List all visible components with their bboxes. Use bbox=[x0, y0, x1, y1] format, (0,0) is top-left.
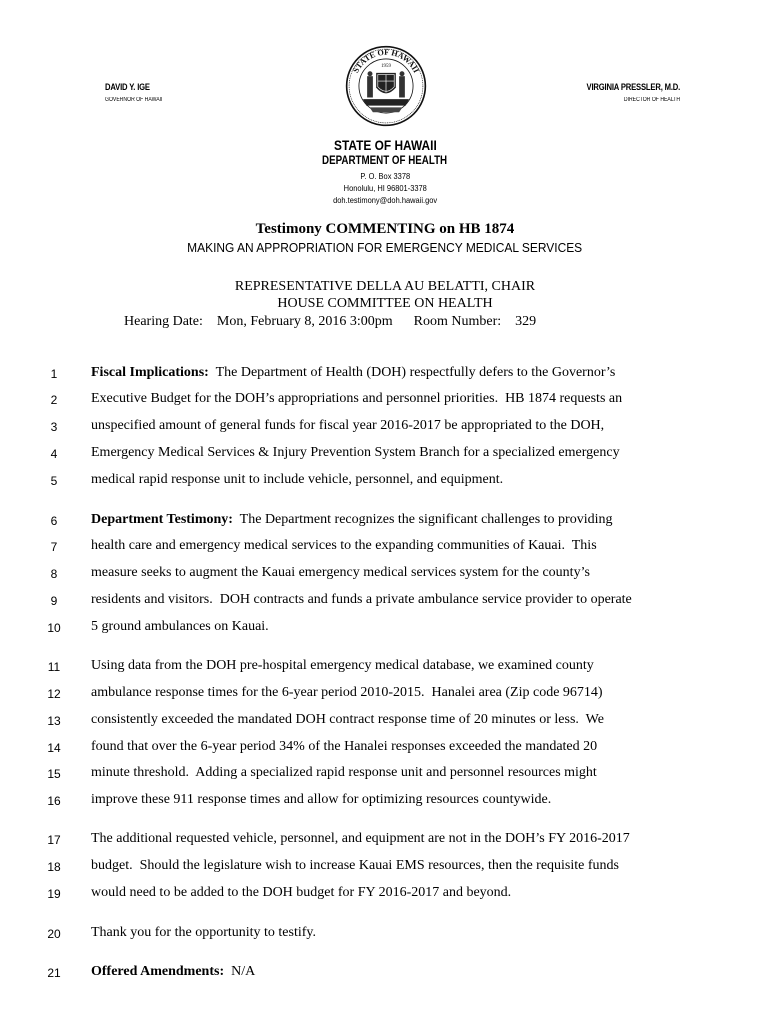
committee-chair: REPRESENTATIVE DELLA AU BELATTI, CHAIR bbox=[234, 279, 536, 294]
line-number: 12 bbox=[47, 687, 61, 701]
line-content: consistently exceeded the mandated DOH contract response time of 20 minutes or less. We bbox=[91, 712, 604, 727]
line-number: 7 bbox=[50, 540, 58, 554]
line-content: The Department of Health (DOH) respectfully defers to the Governor’s bbox=[208, 365, 616, 380]
governor-name: DAVID Y. IGE bbox=[105, 82, 150, 92]
testimony-subtitle: MAKING AN APPROPRIATION FOR EMERGENCY MEDICAL SERVICES bbox=[187, 240, 583, 255]
line-number: 16 bbox=[47, 794, 61, 808]
line-number: 13 bbox=[47, 714, 61, 728]
numbered-line bbox=[0, 511, 770, 531]
numbered-line bbox=[0, 857, 770, 877]
line-text bbox=[91, 831, 630, 847]
state-heading: STATE OF HAWAII bbox=[333, 137, 437, 153]
line-text bbox=[91, 739, 597, 755]
line-text bbox=[91, 538, 597, 554]
line-content: Executive Budget for the DOH’s appropriations and personnel priorities. HB 1874 requests an bbox=[91, 391, 623, 406]
line-number: 10 bbox=[47, 621, 61, 635]
line-number: 17 bbox=[47, 833, 61, 847]
director-title: DIRECTOR OF HEALTH bbox=[623, 97, 680, 103]
line-content: medical rapid response unit to include vehicle, personnel, and equipment. bbox=[91, 472, 504, 487]
department-heading: DEPARTMENT OF HEALTH bbox=[322, 155, 448, 167]
committee-block bbox=[0, 278, 770, 312]
numbered-line bbox=[0, 364, 770, 384]
numbered-line bbox=[0, 537, 770, 557]
line-number: 3 bbox=[50, 420, 58, 434]
line-content: N/A bbox=[224, 964, 256, 979]
line-number: 4 bbox=[50, 447, 58, 461]
line-text bbox=[91, 592, 632, 608]
line-content: residents and visitors. DOH contracts and funds a private ambulance service provider to operate bbox=[91, 592, 632, 607]
numbered-line bbox=[0, 444, 770, 464]
address-line-2: Honolulu, HI 96801-3378 bbox=[343, 183, 427, 193]
line-text bbox=[91, 445, 620, 461]
line-number: 18 bbox=[47, 860, 61, 874]
line-content: Using data from the DOH pre-hospital emergency medical database, we examined county bbox=[91, 658, 594, 673]
line-text bbox=[91, 885, 511, 901]
line-number: 15 bbox=[47, 767, 61, 781]
section-heading: Offered Amendments: bbox=[91, 964, 225, 979]
numbered-line bbox=[0, 924, 770, 944]
line-text bbox=[91, 418, 604, 434]
numbered-line bbox=[0, 764, 770, 784]
line-content: health care and emergency medical services to the expanding communities of Kauai. This bbox=[91, 538, 597, 553]
line-text bbox=[91, 712, 604, 728]
line-text bbox=[91, 685, 603, 701]
numbered-line bbox=[0, 417, 770, 437]
line-number: 14 bbox=[47, 741, 61, 755]
line-content: minute threshold. Adding a specialized rapid response unit and personnel resources might bbox=[91, 765, 597, 780]
section-heading: Fiscal Implications: bbox=[91, 365, 209, 380]
line-text bbox=[91, 964, 255, 980]
line-content: Emergency Medical Services & Injury Prevention System Branch for a specialized emergency bbox=[91, 445, 620, 460]
governor-block bbox=[105, 82, 173, 103]
seal-text: STATE OF HAWAII bbox=[351, 47, 421, 75]
agency-email: doh.testimony@doh.hawaii.gov bbox=[332, 195, 438, 205]
numbered-line bbox=[0, 791, 770, 811]
numbered-line bbox=[0, 657, 770, 677]
line-content: unspecified amount of general funds for fiscal year 2016-2017 be appropriated to the DOH, bbox=[91, 418, 605, 433]
line-number: 11 bbox=[47, 660, 61, 674]
numbered-line bbox=[0, 591, 770, 611]
numbered-line bbox=[0, 564, 770, 584]
line-content: Thank you for the opportunity to testify. bbox=[91, 925, 316, 940]
line-text bbox=[91, 765, 597, 781]
line-number: 5 bbox=[50, 474, 58, 488]
line-text bbox=[91, 565, 590, 581]
line-content: would need to be added to the DOH budget for FY 2016-2017 and beyond. bbox=[91, 885, 512, 900]
line-number: 8 bbox=[50, 567, 58, 581]
hearing-info: Hearing Date: Mon, February 8, 2016 3:00pm Room Number: 329 bbox=[124, 314, 537, 329]
line-text bbox=[91, 512, 613, 528]
line-text bbox=[91, 619, 269, 635]
numbered-line bbox=[0, 738, 770, 758]
line-content: The additional requested vehicle, personnel, and equipment are not in the DOH’s FY 2016-2017 bbox=[91, 831, 630, 846]
numbered-line bbox=[0, 390, 770, 410]
state-seal-icon bbox=[345, 45, 427, 127]
numbered-line bbox=[0, 830, 770, 850]
line-content: The Department recognizes the significant challenges to providing bbox=[232, 512, 613, 527]
svg-text:STATE OF HAWAII bbox=[351, 48, 421, 75]
line-number: 19 bbox=[47, 887, 61, 901]
line-text bbox=[91, 925, 316, 941]
address-line-1: P. O. Box 3378 bbox=[360, 171, 410, 181]
numbered-line bbox=[0, 963, 770, 983]
section-heading: Department Testimony: bbox=[91, 512, 233, 527]
line-text bbox=[91, 472, 503, 488]
line-number: 6 bbox=[50, 514, 58, 528]
line-content: improve these 911 response times and allow for optimizing resources countywide. bbox=[91, 792, 552, 807]
line-number: 9 bbox=[50, 594, 58, 608]
line-content: measure seeks to augment the Kauai emergency medical services system for the county’s bbox=[91, 565, 590, 580]
committee-name: HOUSE COMMITTEE ON HEALTH bbox=[277, 296, 493, 311]
director-name: VIRGINIA PRESSLER, M.D. bbox=[586, 82, 680, 92]
numbered-line bbox=[0, 884, 770, 904]
line-text bbox=[91, 792, 551, 808]
governor-title: GOVERNOR OF HAWAII bbox=[105, 97, 163, 103]
line-text bbox=[91, 858, 619, 874]
line-text bbox=[91, 391, 622, 407]
numbered-line bbox=[0, 711, 770, 731]
line-number: 2 bbox=[50, 393, 58, 407]
numbered-line bbox=[0, 618, 770, 638]
seal-year: 1959 bbox=[381, 64, 391, 70]
numbered-line bbox=[0, 471, 770, 491]
agency-address bbox=[0, 170, 770, 206]
line-number: 1 bbox=[50, 367, 58, 381]
line-content: found that over the 6-year period 34% of the Hanalei responses exceeded the mandated 20 bbox=[91, 739, 598, 754]
line-content: ambulance response times for the 6-year period 2010-2015. Hanalei area (Zip code 96714) bbox=[91, 685, 603, 700]
line-text bbox=[91, 658, 594, 674]
numbered-line bbox=[0, 684, 770, 704]
line-content: 5 ground ambulances on Kauai. bbox=[91, 619, 269, 634]
line-text bbox=[91, 365, 615, 381]
line-content: budget. Should the legislature wish to increase Kauai EMS resources, then the requisite funds bbox=[91, 858, 619, 873]
testimony-title: Testimony COMMENTING on HB 1874 bbox=[255, 221, 515, 237]
line-number: 21 bbox=[47, 966, 61, 980]
director-block bbox=[570, 82, 680, 103]
line-number: 20 bbox=[47, 927, 61, 941]
